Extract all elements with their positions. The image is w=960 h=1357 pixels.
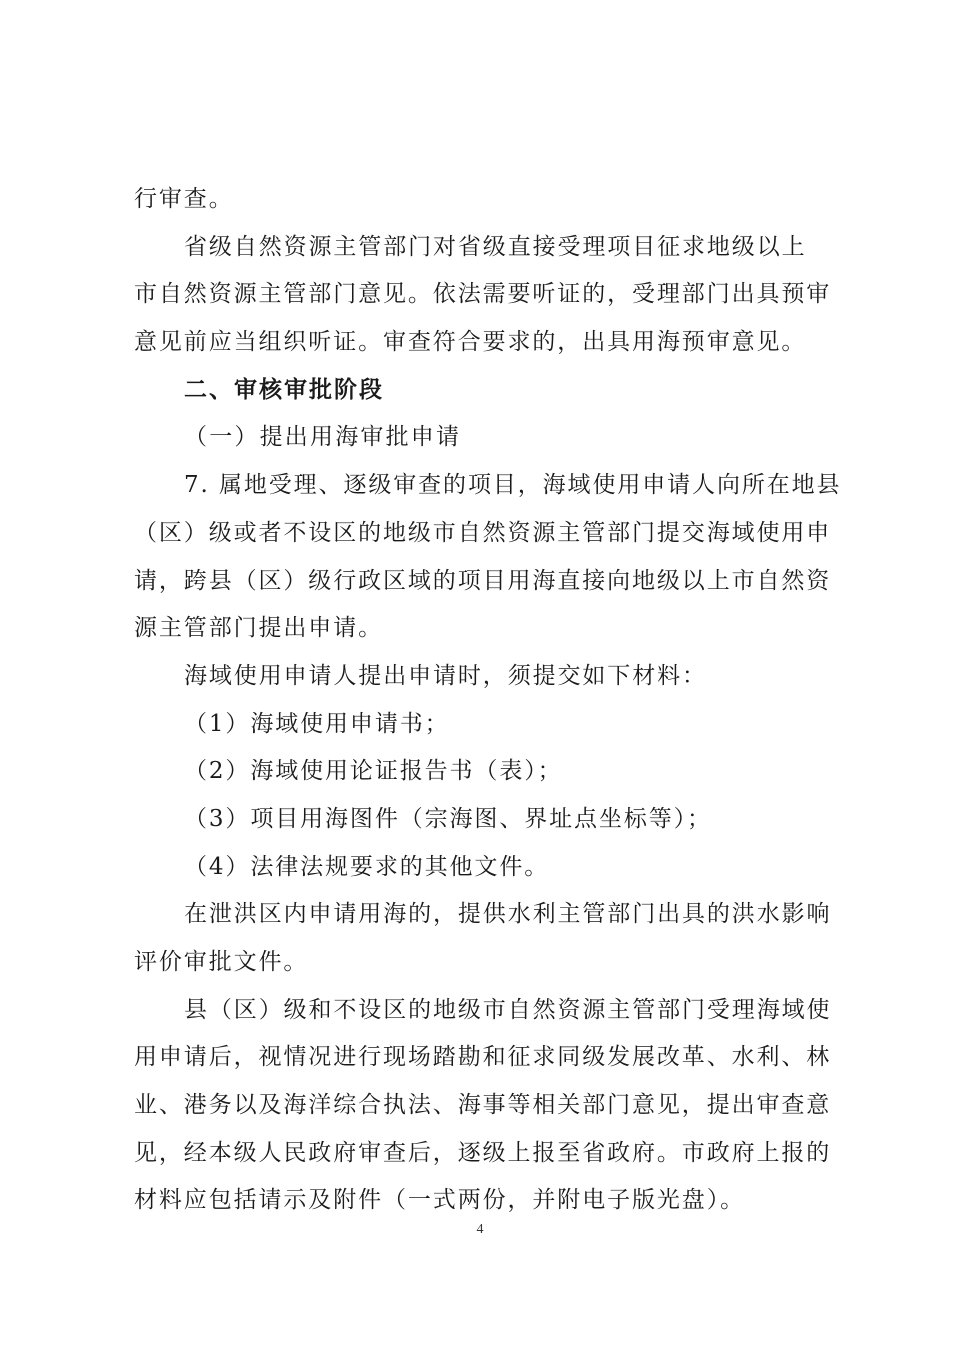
list-item: （1）海域使用申请书； (184, 710, 450, 737)
paragraph-line: 材料应包括请示及附件（一式两份，并附电子版光盘）。 (134, 1187, 745, 1214)
document-body (134, 176, 854, 1225)
paragraph-line: 7. 属地受理、逐级审查的项目，海域使用申请人向所在地县 (184, 472, 842, 499)
list-item: （3）项目用海图件（宗海图、界址点坐标等）； (184, 805, 712, 832)
list-item: （4）法律法规要求的其他文件。 (184, 853, 550, 880)
paragraph-line: 省级自然资源主管部门对省级直接受理项目征求地级以上 (184, 233, 807, 260)
paragraph-line: 见，经本级人民政府审查后，逐级上报至省政府。市政府上报的 (134, 1139, 832, 1166)
page-number: 4 (476, 1222, 484, 1237)
paragraph-line: 用申请后，视情况进行现场踏勘和征求同级发展改革、水利、林 (134, 1044, 832, 1071)
paragraph-line: 在泄洪区内申请用海的，提供水利主管部门出具的洪水影响 (184, 901, 832, 928)
paragraph-line: 请，跨县（区）级行政区域的项目用海直接向地级以上市自然资 (134, 567, 832, 594)
paragraph-line: 市自然资源主管部门意见。依法需要听证的，受理部门出具预审 (134, 281, 832, 308)
paragraph-line: 行审查。 (134, 186, 234, 212)
list-item: （2）海域使用论证报告书（表）； (184, 758, 563, 785)
paragraph-line: 县（区）级和不设区的地级市自然资源主管部门受理海域使 (184, 996, 832, 1023)
paragraph-line: 意见前应当组织听证。审查符合要求的，出具用海预审意见。 (134, 329, 807, 356)
subsection-heading: （一）提出用海审批申请 (184, 424, 462, 451)
paragraph-line: 海域使用申请人提出申请时，须提交如下材料： (184, 662, 707, 689)
paragraph-line: （区）级或者不设区的地级市自然资源主管部门提交海域使用申 (134, 519, 832, 546)
paragraph-line: 业、港务以及海洋综合执法、海事等相关部门意见，提出审查意 (134, 1092, 832, 1119)
paragraph-line: 源主管部门提出申请。 (134, 615, 383, 642)
paragraph-line: 评价审批文件。 (134, 949, 309, 975)
section-heading: 二、审核审批阶段 (184, 376, 384, 403)
